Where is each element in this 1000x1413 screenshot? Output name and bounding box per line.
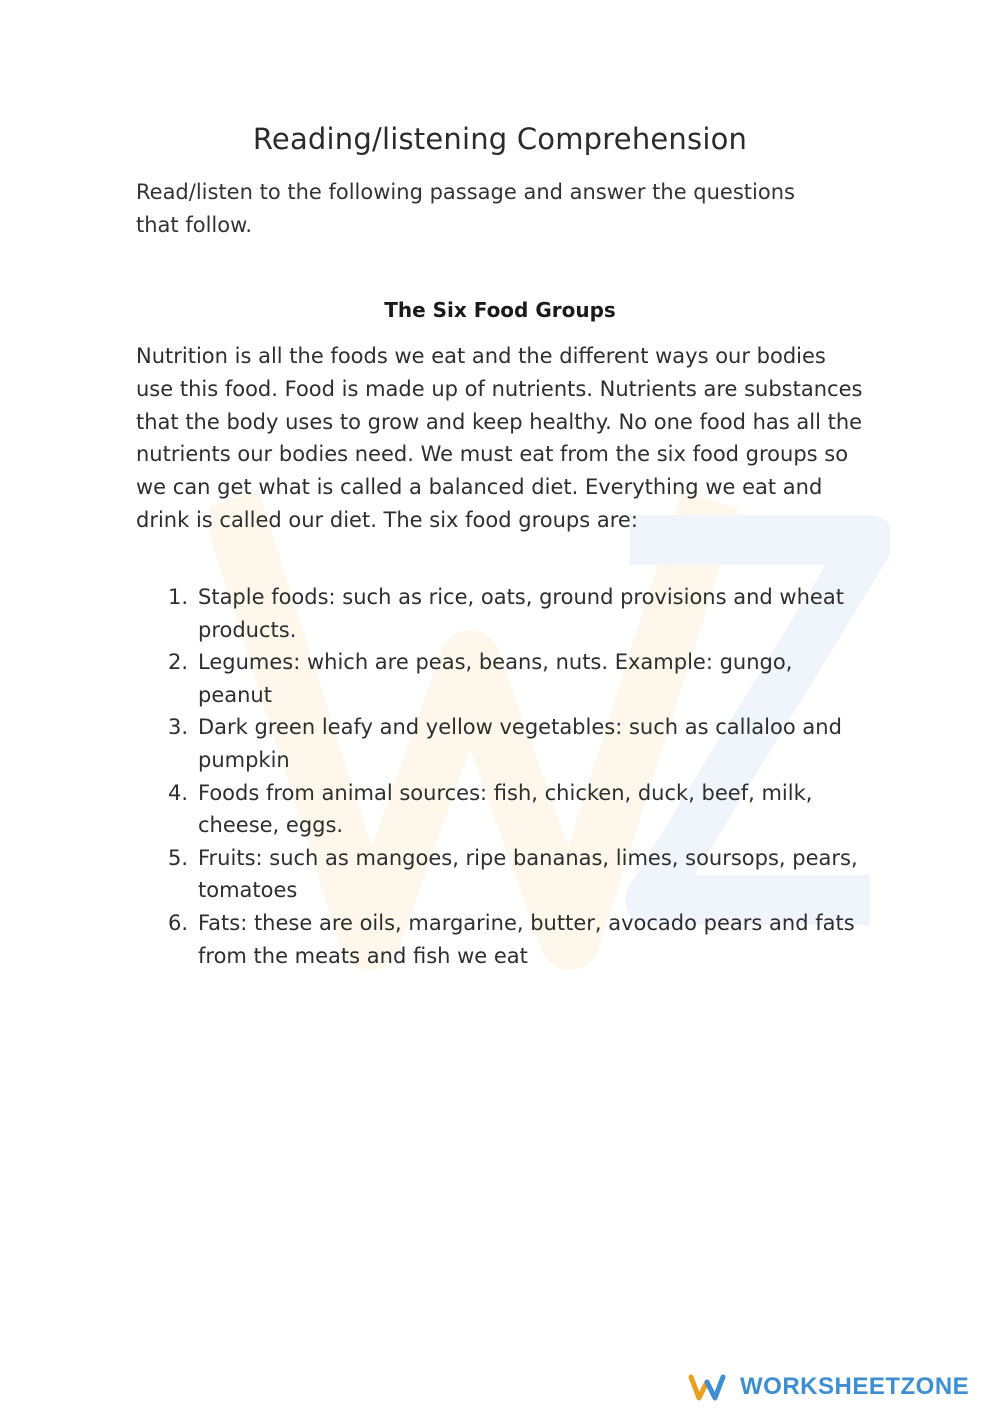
list-item-text: Dark green leafy and yellow vegetables: such as callaloo and pumpkin <box>198 715 842 772</box>
list-item-text: Fruits: such as mangoes, ripe bananas, limes, soursops, pears, tomatoes <box>198 845 858 903</box>
list-item-number: 6. <box>168 910 189 935</box>
list-item <box>168 581 858 646</box>
list-item <box>168 711 858 776</box>
passage-title: The Six Food Groups <box>384 298 616 322</box>
list-item-number: 4. <box>168 780 189 805</box>
list-item-text: Foods from animal sources: fish, chicken, duck, beef, milk, cheese, eggs. <box>198 780 813 838</box>
list-item <box>168 842 858 907</box>
list-item-number: 1. <box>168 585 189 609</box>
list-item-text: Legumes: which are peas, beans, nuts. Example: gungo, peanut <box>198 650 793 707</box>
list-item-number: 2. <box>168 650 189 675</box>
brand-name: WORKSHEETZONE <box>740 1373 970 1400</box>
food-groups-list <box>168 581 858 972</box>
list-item <box>168 777 858 842</box>
list-item-number: 5. <box>168 845 189 870</box>
worksheetzone-w-icon <box>688 1372 726 1402</box>
list-item-text: Staple foods: such as rice, oats, ground provisions and wheat products. <box>198 585 844 642</box>
list-item <box>168 646 858 711</box>
page-title: Reading/listening Comprehension <box>252 122 748 156</box>
list-item-text: Fats: these are oils, margarine, butter, avocado pears and fats from the meats and fish we eat <box>198 910 855 968</box>
passage-text: Nutrition is all the foods we eat and the different ways our bodies use this food. Food is made up of nutrients. Nutrients are substances that the body uses to grow and keep healthy. No one food has all the nutrients our bodies need. We must eat from the six food groups so we can get what is called a balanced diet. Everything we eat and drink is called our diet. The six food groups are: <box>136 344 863 532</box>
instructions-text: Read/listen to the following passage and answer the questions that follow. <box>136 180 795 237</box>
worksheetzone-brand[interactable] <box>688 1361 1000 1413</box>
list-item <box>168 907 858 972</box>
list-item-number: 3. <box>168 715 189 740</box>
